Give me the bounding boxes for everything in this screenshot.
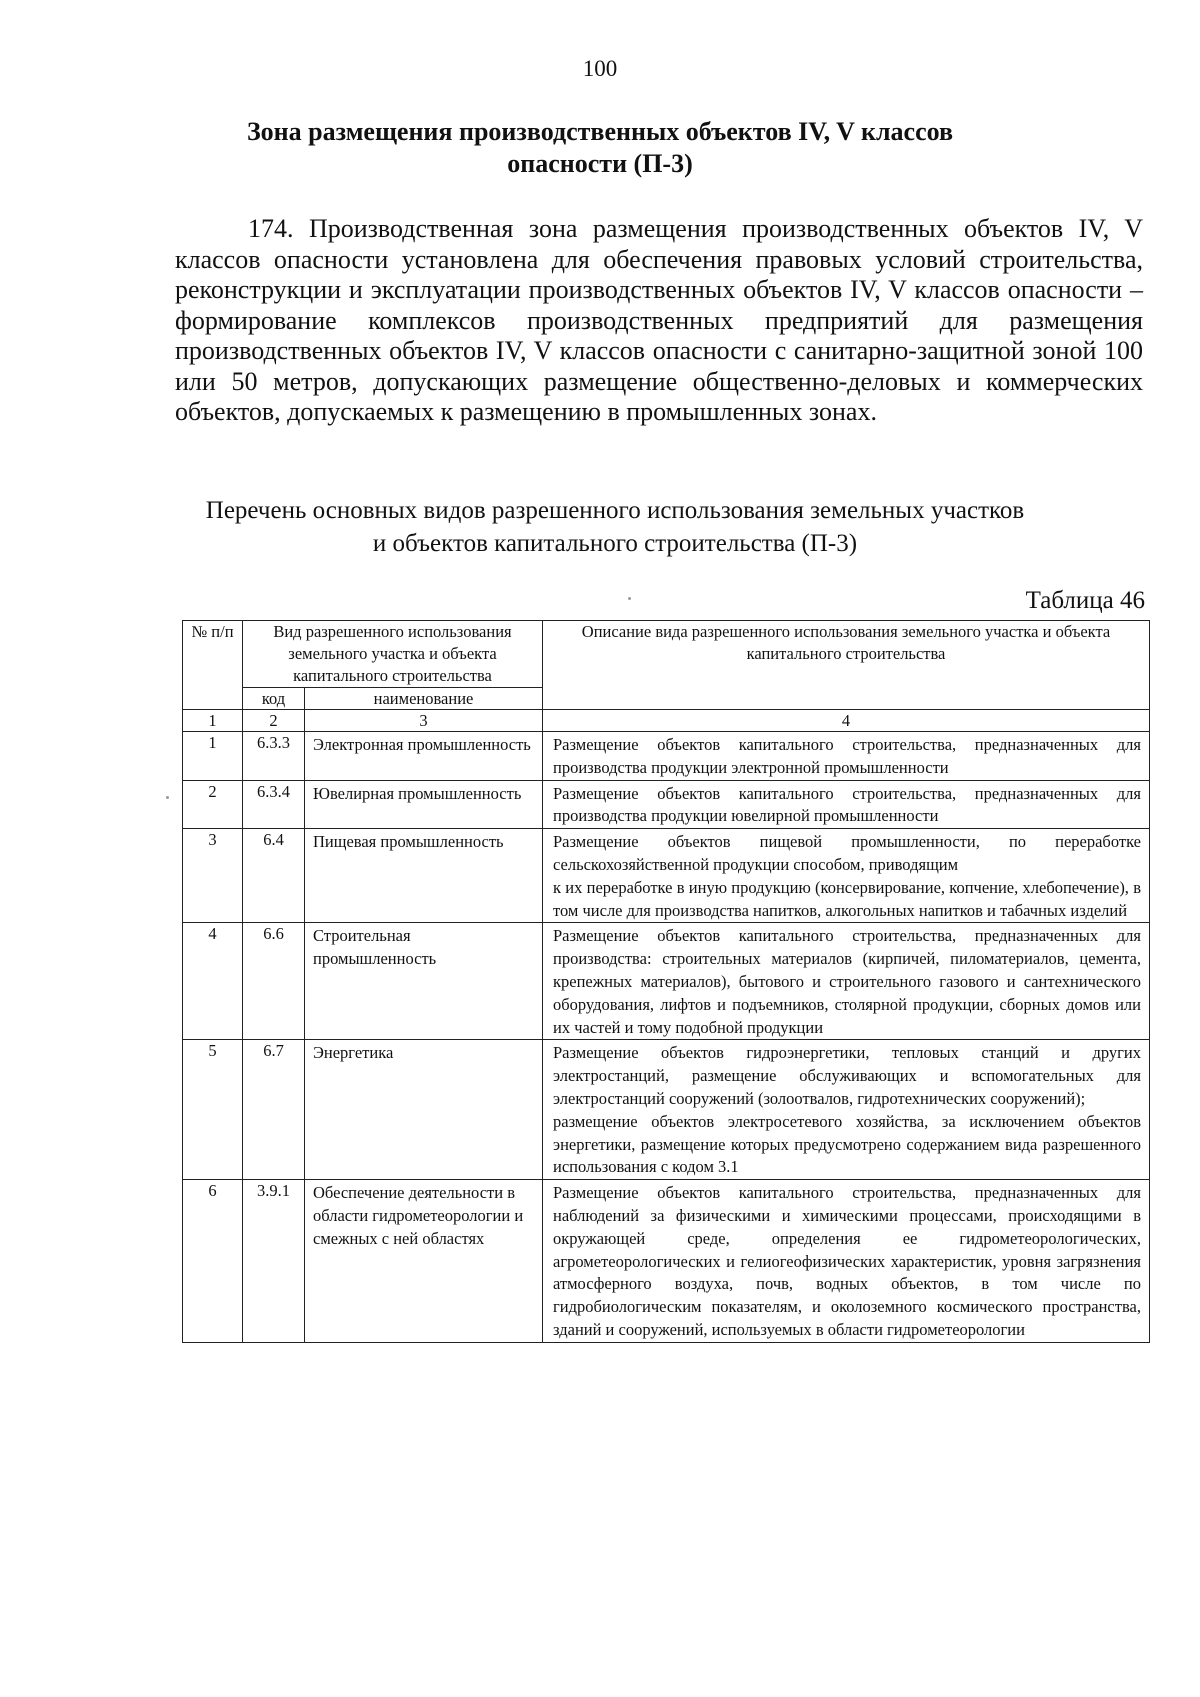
table-row: [183, 780, 1150, 829]
table-row: [183, 1180, 1150, 1343]
column-number: 1: [183, 710, 243, 732]
header-num: № п/п: [183, 621, 243, 710]
row-code: 6.3.4: [243, 780, 305, 829]
list-title: [150, 494, 1080, 560]
row-description-paragraph: к их переработке в иную продукцию (консервирование, копчение, хлебопечение), в том числе для производства напитков, алкогольных напитков и табачных изделий: [553, 877, 1141, 920]
row-code: 6.7: [243, 1040, 305, 1180]
column-number-row: [183, 710, 1150, 732]
row-num: 1: [183, 732, 243, 781]
table-row: [183, 829, 1150, 923]
row-name: Строительная промышленность: [305, 923, 543, 1040]
section-heading: [150, 116, 1050, 180]
list-title-line-1: Перечень основных видов разрешенного использования земельных участков: [205, 497, 1025, 524]
header-type: Вид разрешенного использования земельного участка и объекта капитального строительства: [243, 621, 543, 688]
row-num: 5: [183, 1040, 243, 1180]
table-row: [183, 1040, 1150, 1180]
scan-speck: [166, 796, 169, 799]
row-description-paragraph: Размещение объектов капитального строительства, предназначенных для производства продукции электронной промышленности: [553, 735, 1141, 777]
row-description-paragraph: Размещение объектов капитального строительства, предназначенных для наблюдений за физическими и химическими процессами, происходящими в окружающей среде, определения ее гидрометеорологических, агрометеорологических и гелиогеофизических характеристик, уровня загрязнения атмосферного воздуха, почв, водных объектов, в том числе по гидробиологическим показателям, и околоземного космического пространства, зданий и сооружений, используемых в области гидрометеорологии: [553, 1183, 1141, 1339]
row-name: Электронная промышленность: [305, 732, 543, 781]
table-row: [183, 732, 1150, 781]
column-number: 2: [243, 710, 305, 732]
row-description-paragraph: Размещение объектов пищевой промышленности, по переработке сельскохозяйственной продукции способом, приводящим: [553, 832, 1141, 874]
table-header-row: [183, 621, 1150, 688]
row-code: 6.3.3: [243, 732, 305, 781]
table-row: [183, 923, 1150, 1040]
row-description: [543, 732, 1150, 781]
row-num: 3: [183, 829, 243, 923]
row-description-paragraph: Размещение объектов капитального строительства, предназначенных для производства продукции ювелирной промышленности: [553, 783, 1141, 826]
row-description-paragraph: размещение объектов электросетевого хозяйства, за исключением объектов энергетики, размещение которых предусмотрено содержанием вида разрешенного использования с кодом 3.1: [553, 1111, 1141, 1177]
row-description: [543, 829, 1150, 923]
body-paragraph: 174. Производственная зона размещения производственных объектов IV, V классов опасности установлена для обеспечения правовых условий строительства, реконструкции и эксплуатации производственных объектов IV, V классов опасности – формирование комплексов производственных предприятий для размещения производственных объектов IV, V классов опасности с санитарно-защитной зоной 100 или 50 метров, допускающих размещение общественно-деловых и коммерческих объектов, допускаемых к размещению в промышленных зонах.: [175, 214, 1143, 426]
row-name: Энергетика: [305, 1040, 543, 1180]
row-name: Пищевая промышленность: [305, 829, 543, 923]
column-number: 3: [305, 710, 543, 732]
column-number: 4: [543, 710, 1150, 732]
row-description: [543, 923, 1150, 1040]
row-code: 6.4: [243, 829, 305, 923]
page-number: 100: [582, 56, 618, 81]
header-code: код: [243, 688, 305, 710]
header-name: наименование: [305, 688, 543, 710]
row-description-paragraph: Размещение объектов гидроэнергетики, тепловых станций и других электростанций, размещение обслуживающих и вспомогательных для электростанций сооружений (золоотвалов, гидротехнических сооружений);: [553, 1043, 1141, 1108]
permitted-use-table: [182, 620, 1150, 1343]
list-title-line-2: и объектов капитального строительства (П-3): [372, 530, 858, 557]
section-heading-line-1: Зона размещения производственных объектов IV, V классов: [246, 117, 954, 146]
scan-speck: [628, 597, 631, 600]
row-name: Обеспечение деятельности в области гидрометеорологии и смежных с ней областях: [305, 1180, 543, 1343]
table-caption: Таблица 46: [1025, 587, 1145, 614]
row-code: 3.9.1: [243, 1180, 305, 1343]
row-num: 4: [183, 923, 243, 1040]
row-description: [543, 1180, 1150, 1343]
row-description: [543, 1040, 1150, 1180]
row-num: 6: [183, 1180, 243, 1343]
section-heading-line-2: опасности (П-3): [507, 149, 693, 178]
row-name: Ювелирная промышленность: [305, 780, 543, 829]
row-description: [543, 780, 1150, 829]
row-description-paragraph: Размещение объектов капитального строительства, предназначенных для производства: строительных материалов (кирпичей, пиломатериалов, цемента, крепежных материалов), бытового и строительного газового и сантехнического оборудования, лифтов и подъемников, столярной продукции, сборных домов или их частей и тому подобной продукции: [553, 926, 1141, 1037]
row-num: 2: [183, 780, 243, 829]
row-code: 6.6: [243, 923, 305, 1040]
header-description: Описание вида разрешенного использования земельного участка и объекта капитального строительства: [543, 621, 1150, 710]
